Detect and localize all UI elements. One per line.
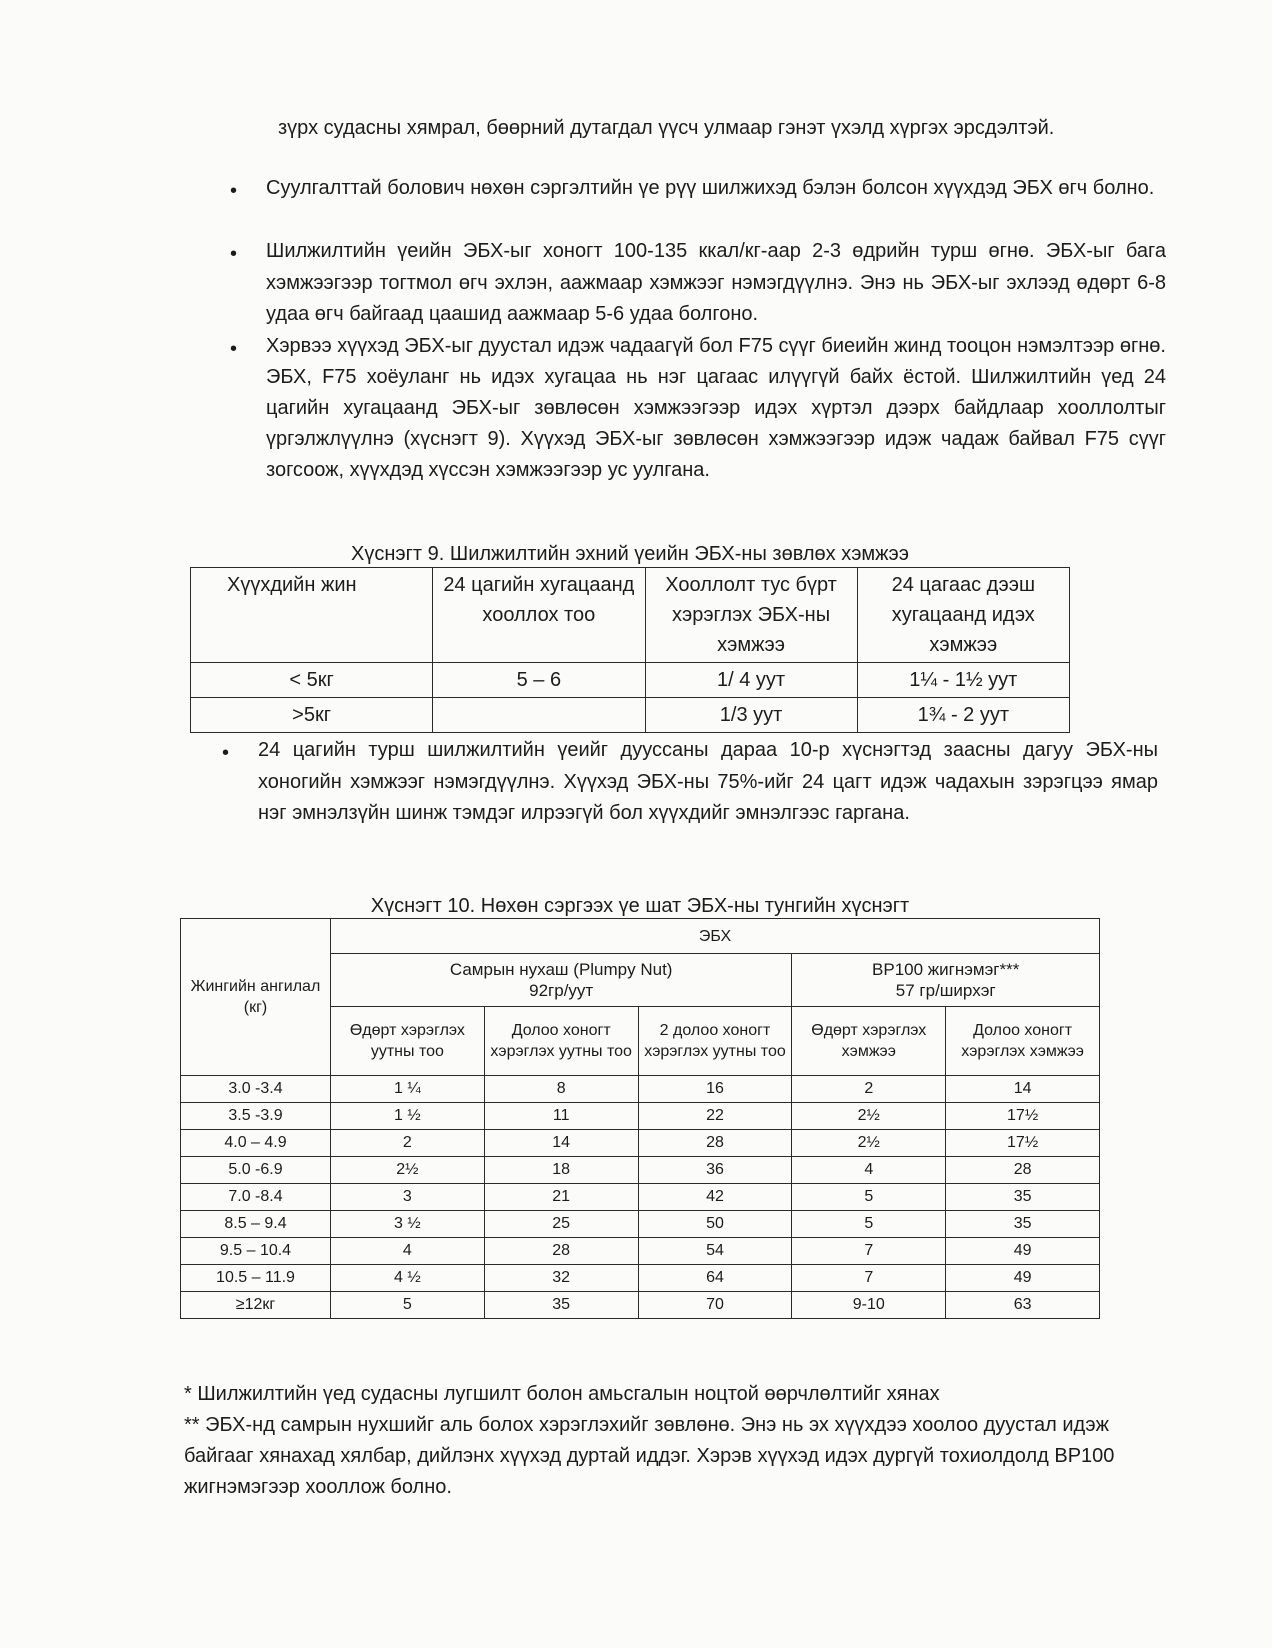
table10 bbox=[180, 918, 1100, 1319]
table10-group-header: ЭБХ bbox=[330, 919, 1099, 954]
table9-cell: 1/ 4 уут bbox=[645, 663, 857, 698]
table10-cell: 17½ bbox=[946, 1103, 1100, 1130]
bullet-paragraph-4: 24 цагийн турш шилжилтийн үеийг дууссаны дараа 10-р хүснэгтэд заасны дагуу ЭБХ-ны хоногийн хэмжээг нэмэгдүүлнэ. Хүүхэд ЭБХ-ны 75%-ийг 24 цагт идэж чадахын зэрэгцээ ямар нэг эмнэлзүйн шинж тэмдэг илрээгүй бол хүүхдийг эмнэлгээс гаргана. bbox=[258, 739, 1158, 824]
table10-caption: Хүснэгт 10. Нөхөн сэргээх үе шат ЭБХ-ны тунгийн хүснэгт bbox=[370, 895, 910, 917]
table10-cell: 5 bbox=[792, 1184, 946, 1211]
table10-subheader: Долоо хоногт хэрэглэх уутны тоо bbox=[484, 1007, 638, 1076]
table10-cell: 10.5 – 11.9 bbox=[181, 1265, 331, 1292]
table10-cell: 54 bbox=[638, 1238, 792, 1265]
table10-cell: 7 bbox=[792, 1238, 946, 1265]
table-row bbox=[181, 1076, 1100, 1103]
table-row bbox=[181, 1211, 1100, 1238]
table10-cell: 18 bbox=[484, 1157, 638, 1184]
table10-cell: 4.0 – 4.9 bbox=[181, 1130, 331, 1157]
table10-weight-header: Жингийн ангилал (кг) bbox=[181, 919, 331, 1076]
table9-cell: >5кг bbox=[191, 698, 433, 733]
table9 bbox=[190, 567, 1070, 733]
table10-cell: 5 bbox=[330, 1292, 484, 1319]
table10-cell: 49 bbox=[946, 1238, 1100, 1265]
table10-cell: 4 bbox=[792, 1157, 946, 1184]
table10-cell: 7 bbox=[792, 1265, 946, 1292]
bullet-icon: • bbox=[230, 180, 238, 202]
bullet-icon: • bbox=[230, 338, 238, 360]
table10-cell: 35 bbox=[946, 1184, 1100, 1211]
table10-cell: 49 bbox=[946, 1265, 1100, 1292]
table10-cell: 11 bbox=[484, 1103, 638, 1130]
table10-bp100-size: 57 гр/ширхэг bbox=[895, 981, 996, 1000]
table9-header: 24 цагийн хугацаанд хооллох тоо bbox=[433, 568, 645, 663]
bullet-paragraph-1: Суулгалттай болович нөхөн сэргэлтийн үе рүү шилжихэд бэлэн болсон хүүхдэд ЭБХ өгч болно. bbox=[266, 177, 1155, 199]
table10-cell: 28 bbox=[484, 1238, 638, 1265]
table9-header: 24 цагаас дээш хугацаанд идэх хэмжээ bbox=[857, 568, 1069, 663]
table-row bbox=[181, 1265, 1100, 1292]
table9-header-row bbox=[191, 568, 1070, 663]
table10-cell: 3.5 -3.9 bbox=[181, 1103, 331, 1130]
table10-cell: 2 bbox=[330, 1130, 484, 1157]
table10-cell: 9.5 – 10.4 bbox=[181, 1238, 331, 1265]
table10-header-row bbox=[181, 919, 1100, 954]
table-row bbox=[181, 1103, 1100, 1130]
table10-cell: ≥12кг bbox=[181, 1292, 331, 1319]
table10-cell: 22 bbox=[638, 1103, 792, 1130]
table10-cell: 25 bbox=[484, 1211, 638, 1238]
table10-cell: 2½ bbox=[792, 1103, 946, 1130]
table10-cell: 21 bbox=[484, 1184, 638, 1211]
table10-cell: 35 bbox=[946, 1211, 1100, 1238]
table9-header: Хүүхдийн жин bbox=[191, 568, 433, 663]
table9-caption: Хүснэгт 9. Шилжилтийн эхний үеийн ЭБХ-ны зөвлөх хэмжээ bbox=[351, 543, 909, 565]
table-row bbox=[181, 1130, 1100, 1157]
table-row bbox=[181, 1184, 1100, 1211]
table10-cell: 5.0 -6.9 bbox=[181, 1157, 331, 1184]
table10-cell: 28 bbox=[638, 1130, 792, 1157]
table9-cell: 5 – 6 bbox=[433, 663, 645, 698]
table10-cell: 64 bbox=[638, 1265, 792, 1292]
table10-plumpy-name: Самрын нухаш (Plumpy Nut) bbox=[449, 960, 673, 979]
table10-cell: 14 bbox=[946, 1076, 1100, 1103]
table10-cell: 2½ bbox=[792, 1130, 946, 1157]
table10-cell: 63 bbox=[946, 1292, 1100, 1319]
table10-cell: 70 bbox=[638, 1292, 792, 1319]
table10-cell: 3.0 -3.4 bbox=[181, 1076, 331, 1103]
bullet-paragraph-2: Шилжилтийн үеийн ЭБХ-ыг хоногт 100-135 ккал/кг-аар 2-3 өдрийн турш өгнө. ЭБХ-ыг бага хэмжээгээр тогтмол өгч эхлэн, аажмаар хэмжээг нэмэгдүүлнэ. Энэ нь ЭБХ-ыг эхлээд өдөрт 6-8 удаа өгч байгаад цаашид аажмаар 5-6 удаа болгоно. bbox=[266, 240, 1166, 325]
table-row bbox=[181, 1157, 1100, 1184]
table10-plumpy-size: 92гр/уут bbox=[529, 981, 594, 1000]
table10-cell: 3 ½ bbox=[330, 1211, 484, 1238]
table10-cell: 36 bbox=[638, 1157, 792, 1184]
bullet-icon: • bbox=[222, 742, 230, 764]
table10-bp100-header bbox=[792, 954, 1100, 1007]
table9-cell bbox=[433, 698, 645, 733]
footnote-1: * Шилжилтийн үед судасны лугшилт болон амьсгалын ноцтой өөрчлөлтийг хянах bbox=[184, 1383, 940, 1405]
table10-cell: 32 bbox=[484, 1265, 638, 1292]
table10-cell: 5 bbox=[792, 1211, 946, 1238]
table10-subheader: Өдөрт хэрэглэх хэмжээ bbox=[792, 1007, 946, 1076]
table10-cell: 8.5 – 9.4 bbox=[181, 1211, 331, 1238]
table10-cell: 17½ bbox=[946, 1130, 1100, 1157]
table10-plumpy-header bbox=[330, 954, 791, 1007]
table-row bbox=[181, 1292, 1100, 1319]
table10-cell: 42 bbox=[638, 1184, 792, 1211]
table10-cell: 1 ½ bbox=[330, 1103, 484, 1130]
table10-cell: 9-10 bbox=[792, 1292, 946, 1319]
table10-cell: 2 bbox=[792, 1076, 946, 1103]
table-row bbox=[181, 1238, 1100, 1265]
table10-subheader: 2 долоо хоногт хэрэглэх уутны тоо bbox=[638, 1007, 792, 1076]
table10-cell: 4 bbox=[330, 1238, 484, 1265]
bullet-paragraph-3: Хэрвээ хүүхэд ЭБХ-ыг дуустал идэж чадаагүй бол F75 сүүг биеийн жинд тооцон нэмэлтээр өгнө. ЭБХ, F75 хоёуланг нь идэх хугацаа нь нэг цагаас илүүгүй байх ёстой. Шилжилтийн үед 24 цагийн хугацаанд ЭБХ-ыг зөвлөсөн хэмжээгээр идэх хүртэл дээрх байдлаар хооллолтыг үргэлжлүүлнэ (хүснэгт 9). Хүүхэд ЭБХ-ыг зөвлөсөн хэмжээгээр идэж чадаж байвал F75 сүүг зогсоож, хүүхдэд хүссэн хэмжээгээр ус уулгана. bbox=[266, 335, 1166, 481]
table10-cell: 2½ bbox=[330, 1157, 484, 1184]
intro-continuation: зүрх судасны хямрал, бөөрний дутагдал үүсч улмаар гэнэт үхэлд хүргэх эрсдэлтэй. bbox=[278, 117, 1055, 139]
table10-cell: 8 bbox=[484, 1076, 638, 1103]
table10-cell: 16 bbox=[638, 1076, 792, 1103]
table9-cell: < 5кг bbox=[191, 663, 433, 698]
table10-cell: 35 bbox=[484, 1292, 638, 1319]
table9-cell: 1¼ - 1½ уут bbox=[857, 663, 1069, 698]
table-row bbox=[191, 698, 1070, 733]
footnote-2: ** ЭБХ-нд самрын нухшийг аль болох хэрэглэхийг зөвлөнө. Энэ нь эх хүүхдээ хоолоо дуустал идэж байгааг хянахад хялбар, дийлэнх хүүхэд дуртай иддэг. Хэрэв хүүхэд идэх дургүй тохиолдолд BP100 жигнэмэгээр хооллож болно. bbox=[184, 1414, 1115, 1498]
table10-cell: 3 bbox=[330, 1184, 484, 1211]
table10-cell: 4 ½ bbox=[330, 1265, 484, 1292]
table9-cell: 1/3 уут bbox=[645, 698, 857, 733]
table10-cell: 1 ¼ bbox=[330, 1076, 484, 1103]
table10-bp100-name: BP100 жигнэмэг*** bbox=[872, 960, 1020, 979]
bullet-icon: • bbox=[230, 243, 238, 265]
table10-subheader: Өдөрт хэрэглэх уутны тоо bbox=[330, 1007, 484, 1076]
table10-cell: 14 bbox=[484, 1130, 638, 1157]
table-row bbox=[191, 663, 1070, 698]
table9-cell: 1¾ - 2 уут bbox=[857, 698, 1069, 733]
table10-cell: 28 bbox=[946, 1157, 1100, 1184]
table10-cell: 50 bbox=[638, 1211, 792, 1238]
table10-cell: 7.0 -8.4 bbox=[181, 1184, 331, 1211]
table9-header: Хооллолт тус бүрт хэрэглэх ЭБХ-ны хэмжээ bbox=[645, 568, 857, 663]
table10-subheader: Долоо хоногт хэрэглэх хэмжээ bbox=[946, 1007, 1100, 1076]
